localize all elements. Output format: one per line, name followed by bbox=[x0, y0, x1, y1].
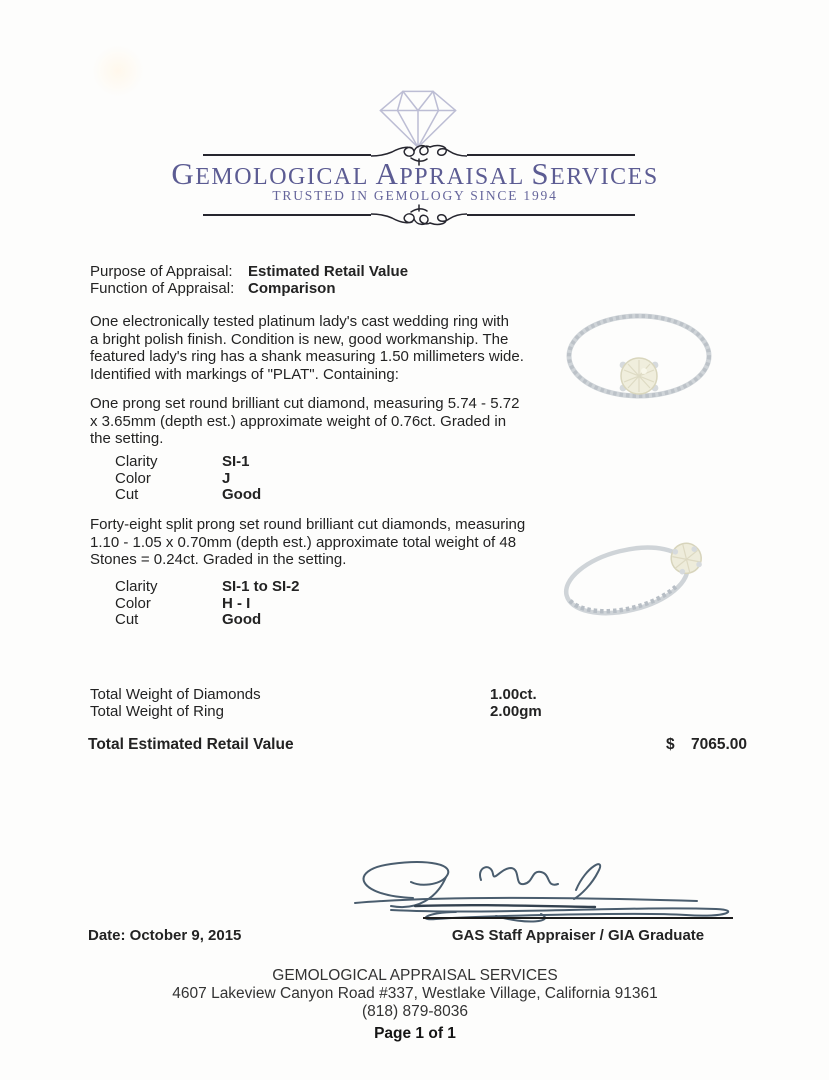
purpose-row bbox=[90, 264, 408, 281]
table-row bbox=[115, 612, 300, 629]
grade-label: Cut bbox=[115, 611, 139, 628]
center-stone-grades-table bbox=[115, 454, 261, 504]
function-value: Comparison bbox=[248, 279, 336, 297]
side-stones-grades-table bbox=[115, 579, 300, 629]
table-row bbox=[115, 579, 300, 596]
grade-value: SI-1 to SI-2 bbox=[222, 578, 300, 595]
page-indicator: Page 1 of 1 bbox=[374, 1025, 456, 1042]
total-value: 1.00ct. bbox=[490, 686, 537, 703]
grade-value: J bbox=[222, 469, 231, 487]
grade-label: Color bbox=[115, 594, 151, 612]
table-row bbox=[90, 687, 650, 704]
table-row bbox=[115, 487, 261, 504]
total-estimated-retail-value-amount: 7065.00 bbox=[691, 736, 748, 753]
table-row bbox=[90, 704, 650, 721]
center-stone-paragraph: One prong set round brilliant cut diamond, measuring 5.74 - 5.72 x 3.65mm (depth est.) approximate weight of 0.76ct. Graded in the setting. bbox=[90, 395, 520, 447]
brand-title: GEMOLOGICAL APPRAISAL SERVICES bbox=[171, 156, 659, 191]
table-row bbox=[115, 454, 261, 471]
ring-photo-side-view bbox=[552, 526, 720, 624]
total-label: Total Weight of Diamonds bbox=[90, 686, 261, 703]
ring-photo-front-view bbox=[558, 308, 720, 410]
grade-value: Good bbox=[222, 611, 262, 628]
rule-line bbox=[203, 214, 371, 216]
purpose-value: Estimated Retail Value bbox=[248, 263, 409, 280]
purpose-label: Purpose of Appraisal: bbox=[90, 263, 233, 280]
total-label: Total Weight of Ring bbox=[90, 702, 224, 720]
function-row bbox=[90, 281, 408, 298]
grade-label: Clarity bbox=[115, 453, 158, 470]
scroll-flourish-icon bbox=[371, 202, 467, 228]
grade-label: Cut bbox=[115, 486, 139, 503]
total-estimated-retail-value-label: Total Estimated Retail Value bbox=[88, 736, 294, 753]
signature-line bbox=[423, 917, 733, 919]
grade-value: H - I bbox=[222, 594, 251, 612]
totals-block bbox=[90, 687, 650, 720]
brand-tagline: TRUSTED IN GEMOLOGY SINCE 1994 bbox=[272, 188, 558, 203]
header-rule-bottom bbox=[203, 202, 635, 228]
diamond-logo-icon bbox=[377, 86, 459, 150]
purpose-block bbox=[90, 264, 408, 297]
date-line: Date: October 9, 2015 bbox=[88, 927, 242, 944]
table-row bbox=[115, 596, 300, 613]
scan-artifact bbox=[92, 45, 144, 97]
currency-symbol: $ bbox=[666, 736, 675, 753]
rule-line bbox=[467, 214, 635, 216]
side-stones-paragraph: Forty-eight split prong set round brilliant cut diamonds, measuring 1.10 - 1.05 x 0.70mm (depth est.) approximate total weight of 48 Stones = 0.24ct. Graded in the setting. bbox=[90, 516, 526, 568]
total-value: 2.00gm bbox=[490, 702, 542, 720]
footer-address: 4607 Lakeview Canyon Road #337, Westlake Village, California 91361 bbox=[172, 985, 658, 1002]
table-row bbox=[115, 471, 261, 488]
ring-description-paragraph: One electronically tested platinum lady's cast wedding ring with a bright polish finish. Condition is new, good workmanship. The featured lady's ring has a shank measuring 1.50 millimeters wide. Identified with markings of "PLAT". Containing: bbox=[90, 313, 524, 383]
grade-label: Color bbox=[115, 469, 151, 487]
function-label: Function of Appraisal: bbox=[90, 279, 235, 297]
grade-value: Good bbox=[222, 486, 262, 503]
appraiser-title-line: GAS Staff Appraiser / GIA Graduate bbox=[451, 927, 705, 944]
handwritten-signature bbox=[295, 854, 755, 926]
footer-company-name: GEMOLOGICAL APPRAISAL SERVICES bbox=[272, 967, 558, 984]
footer-phone: (818) 879-8036 bbox=[362, 1003, 468, 1020]
grade-value: SI-1 bbox=[222, 453, 250, 470]
grade-label: Clarity bbox=[115, 578, 158, 595]
